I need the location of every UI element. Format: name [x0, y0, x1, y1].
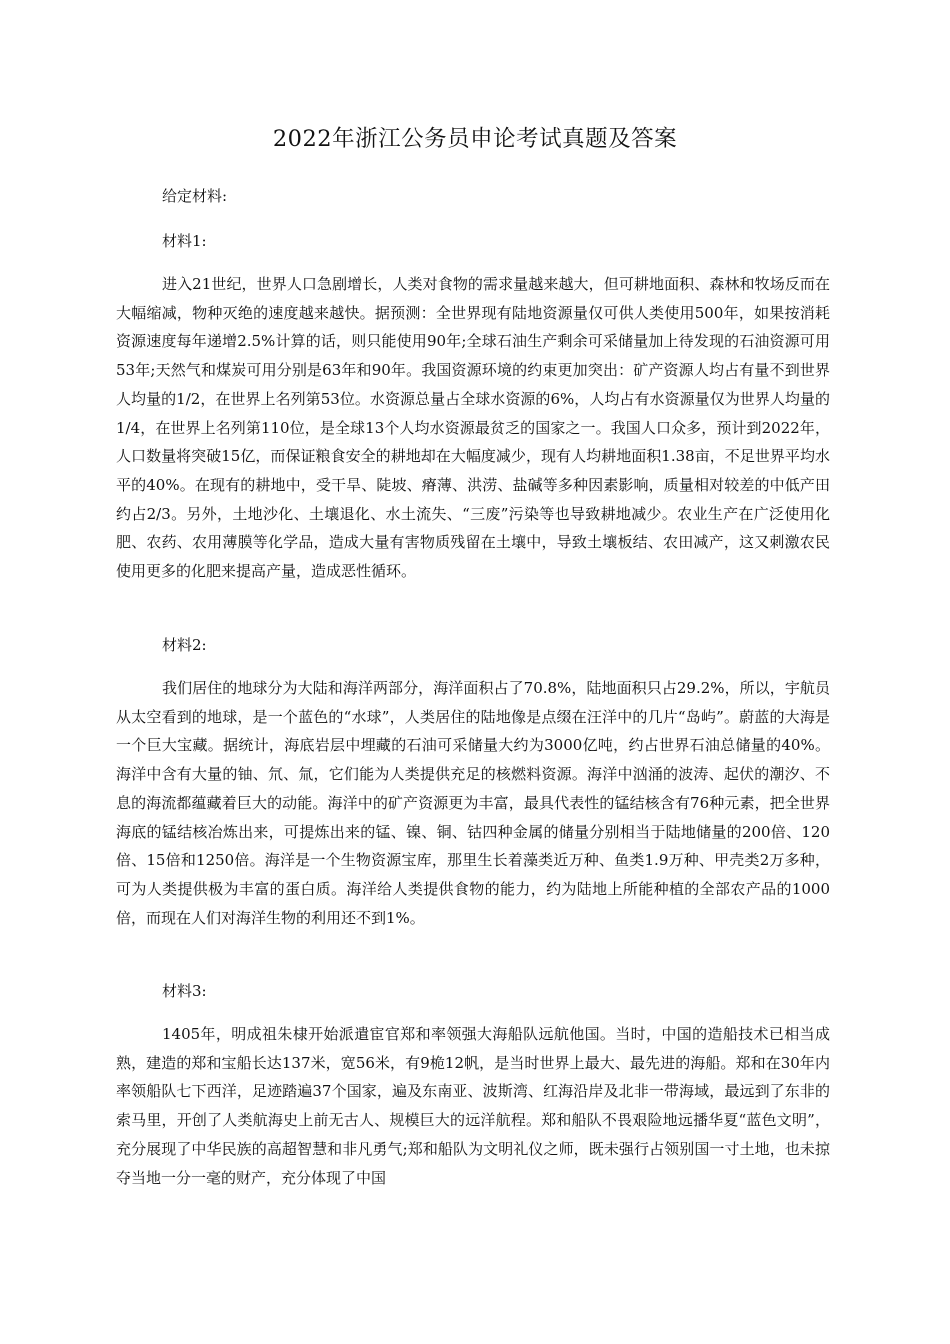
material-2-text: 我们居住的地球分为大陆和海洋两部分，海洋面积占了70.8%，陆地面积只占29.2%，所以，宇航员从太空看到的地球，是一个蓝色的“水球”，人类居住的陆地像是点缀在汪洋中的几片“岛屿”。蔚蓝的大海是一个巨大宝藏。据统计，海底岩层中埋藏的石油可采储量大约为3000亿吨，约占世界石油总储量的40%。海洋中含有大量的铀、氘、氚，它们能为人类提供充足的核燃料资源。海洋中汹涌的波涛、起伏的潮汐、不息的海流都蕴藏着巨大的动能。海洋中的矿产资源更为丰富，最具代表性的锰结核含有76种元素，把全世界海底的锰结核冶炼出来，可提炼出来的锰、镍、铜、钴四种金属的储量分别相当于陆地储量的200倍、120倍、15倍和1250倍。海洋是一个生物资源宝库，那里生长着藻类近万种、鱼类1.9万种、甲壳类2万多种，可为人类提供极为丰富的蛋白质。海洋给人类提供食物的能力，约为陆地上所能种植的全部农产品的1000倍，而现在人们对海洋生物的利用还不到1%。 — [116, 679, 830, 927]
material-3-text: 1405年，明成祖朱棣开始派遣宦官郑和率领强大海船队远航他国。当时，中国的造船技术已相当成熟，建造的郑和宝船长达137米，宽56米，有9桅12帆，是当时世界上最大、最先进的海船。郑和在30年内率领船队七下西洋，足迹踏遍37个国家，遍及东南亚、波斯湾、红海沿岸及北非一带海域，最远到了东非的索马里，开创了人类航海史上前无古人、规模巨大的远洋航程。郑和船队不畏艰险地远播华夏“蓝色文明”，充分展现了中华民族的高超智慧和非凡勇气;郑和船队为文明礼仪之师，既未强行占领别国一寸土地，也未掠夺当地一分一毫的财产，充分体现了中国 — [116, 1025, 830, 1187]
material-1-label: 材料1: — [162, 232, 207, 250]
material-3-label: 材料3: — [162, 982, 207, 1000]
document-title: 2022年浙江公务员申论考试真题及答案 — [272, 126, 678, 152]
material-2-label: 材料2: — [162, 636, 207, 654]
material-1-text: 进入21世纪，世界人口急剧增长，人类对食物的需求量越来越大，但可耕地面积、森林和牧场反而在大幅缩减，物种灭绝的速度越来越快。据预测：全世界现有陆地资源量仅可供人类使用500年，如果按消耗资源速度每年递增2.5%计算的话，则只能使用90年;全球石油生产剩余可采储量加上待发现的石油资源可用53年;天然气和煤炭可用分别是63年和90年。我国资源环境的约束更加突出：矿产资源人均占有量不到世界人均量的1/2，在世界上名列第53位。水资源总量占全球水资源的6%，人均占有水资源量仅为世界人均量的1/4，在世界上名列第110位，是全球13个人均水资源最贫乏的国家之一。我国人口众多，预计到2022年，人口数量将突破15亿，而保证粮食安全的耕地却在大幅度减少，现有人均耕地面积1.38亩，不足世界平均水平的40%。在现有的耕地中，受干旱、陡坡、瘠薄、洪涝、盐碱等多种因素影响，质量相对较差的中低产田约占2/3。另外，土地沙化、土壤退化、水土流失、“三废”污染等也导致耕地减少。农业生产在广泛使用化肥、农药、农用薄膜等化学品，造成大量有害物质残留在土壤中，导致土壤板结、农田减产，这又刺激农民使用更多的化肥来提高产量，造成恶性循环。 — [116, 275, 830, 581]
given-materials-label: 给定材料: — [162, 187, 228, 205]
